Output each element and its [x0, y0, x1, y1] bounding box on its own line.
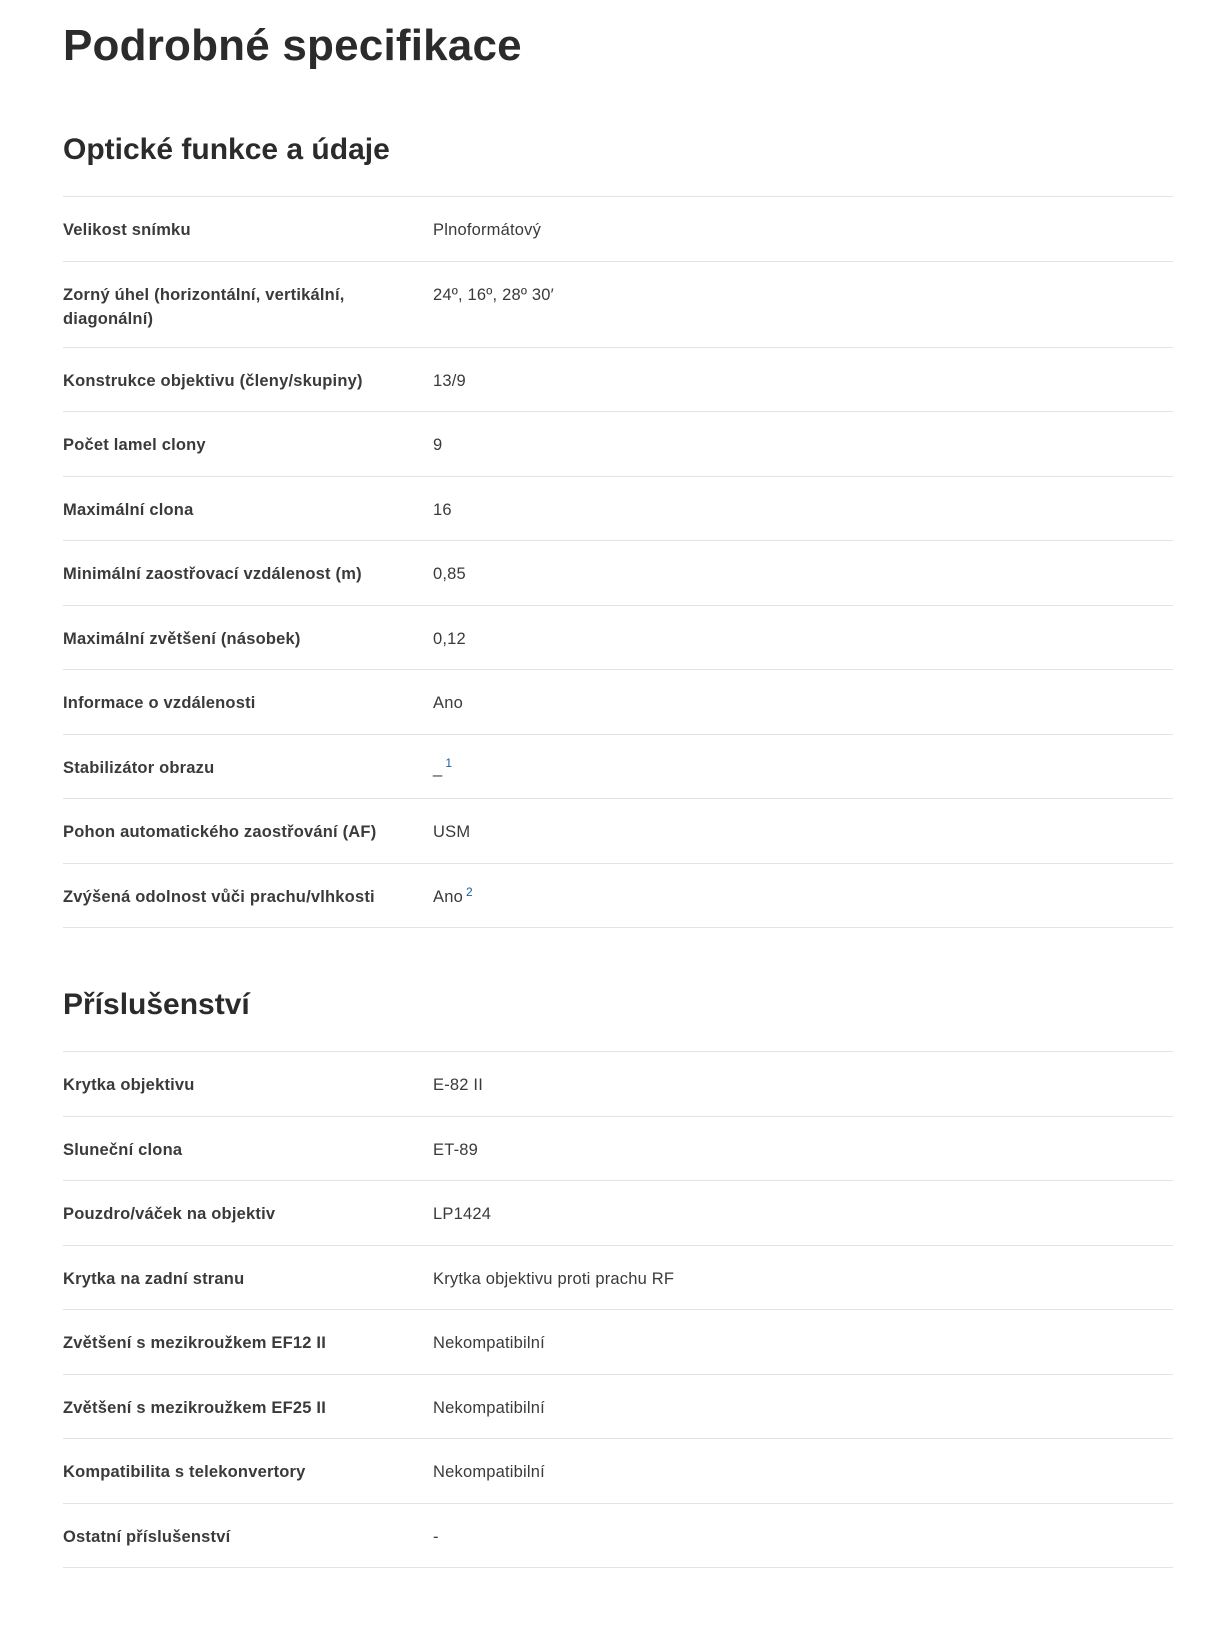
spec-label: Pohon automatického zaostřování (AF): [63, 823, 377, 841]
spec-value: 16: [433, 501, 452, 519]
spec-label: Informace o vzdálenosti: [63, 694, 256, 712]
spec-value: Nekompatibilní: [433, 1463, 545, 1481]
spec-label: Zvětšení s mezikroužkem EF12 II: [63, 1334, 326, 1352]
spec-label: Krytka objektivu: [63, 1076, 195, 1094]
table-row: [63, 799, 1173, 864]
table-row: [63, 262, 1173, 348]
spec-value: -: [433, 1528, 439, 1546]
spec-label: Stabilizátor obrazu: [63, 759, 215, 777]
table-row: [63, 477, 1173, 541]
table-row: [63, 735, 1173, 799]
spec-value: ET-89: [433, 1141, 479, 1159]
table-row: [63, 197, 1173, 262]
spec-value: 0,85: [433, 565, 466, 583]
spec-label: Maximální zvětšení (násobek): [63, 630, 301, 648]
spec-value: 24º, 16º, 28º 30′: [433, 286, 554, 304]
table-row: [63, 348, 1173, 412]
table-row: [63, 541, 1173, 606]
spec-label: Ostatní příslušenství: [63, 1528, 231, 1546]
spec-value: Krytka objektivu proti prachu RF: [433, 1270, 675, 1288]
table-row: [63, 1181, 1173, 1246]
accessories-heading: Příslušenství: [63, 988, 250, 1021]
footnote-link[interactable]: 1: [445, 755, 453, 770]
spec-label: Krytka na zadní stranu: [63, 1270, 245, 1288]
spec-label: Zvětšení s mezikroužkem EF25 II: [63, 1399, 326, 1417]
spec-value: USM: [433, 823, 471, 841]
spec-label: Sluneční clona: [63, 1141, 183, 1159]
spec-label: Velikost snímku: [63, 221, 191, 239]
spec-value: Nekompatibilní: [433, 1399, 545, 1417]
spec-label: Minimální zaostřovací vzdálenost (m): [63, 565, 362, 583]
optics-heading: Optické funkce a údaje: [63, 133, 390, 166]
spec-value: 0,12: [433, 630, 466, 648]
spec-value: Ano $^2$: [433, 884, 473, 906]
table-row: [63, 412, 1173, 477]
table-row: [63, 1439, 1173, 1504]
spec-value: _ $^1$: [433, 755, 453, 777]
spec-label: Maximální clona: [63, 501, 194, 519]
spec-label: Konstrukce objektivu (členy/skupiny): [63, 372, 363, 390]
accessories-section: [63, 985, 1173, 1568]
table-row: [63, 1246, 1173, 1310]
spec-label: Pouzdro/váček na objektiv: [63, 1205, 276, 1223]
spec-value: Plnoformátový: [433, 221, 542, 239]
table-row: [63, 1504, 1173, 1568]
spec-value: 13/9: [433, 372, 466, 390]
spec-label: Zvýšená odolnost vůči prachu/vlhkosti: [63, 888, 375, 906]
table-row: [63, 1052, 1173, 1117]
spec-label: Počet lamel clony: [63, 436, 206, 454]
spec-value: Ano: [433, 694, 463, 712]
table-row: [63, 1310, 1173, 1375]
optics-table: [63, 196, 1173, 928]
table-row: [63, 864, 1173, 928]
footnote-link[interactable]: 2: [465, 884, 473, 899]
spec-label: Kompatibilita s telekonvertory: [63, 1463, 306, 1481]
accessories-table: [63, 1051, 1173, 1568]
spec-label: Zorný úhel (horizontální, vertikální, diagonální): [63, 286, 345, 328]
table-row: [63, 670, 1173, 735]
spec-value: Nekompatibilní: [433, 1334, 545, 1352]
table-row: [63, 1375, 1173, 1439]
table-row: [63, 606, 1173, 670]
spec-value: LP1424: [433, 1205, 492, 1223]
spec-value: E-82 II: [433, 1076, 484, 1094]
spec-value: 9: [433, 436, 443, 454]
optics-section: [63, 130, 1173, 928]
table-row: [63, 1117, 1173, 1181]
page-title: Podrobné specifikace: [63, 21, 522, 70]
